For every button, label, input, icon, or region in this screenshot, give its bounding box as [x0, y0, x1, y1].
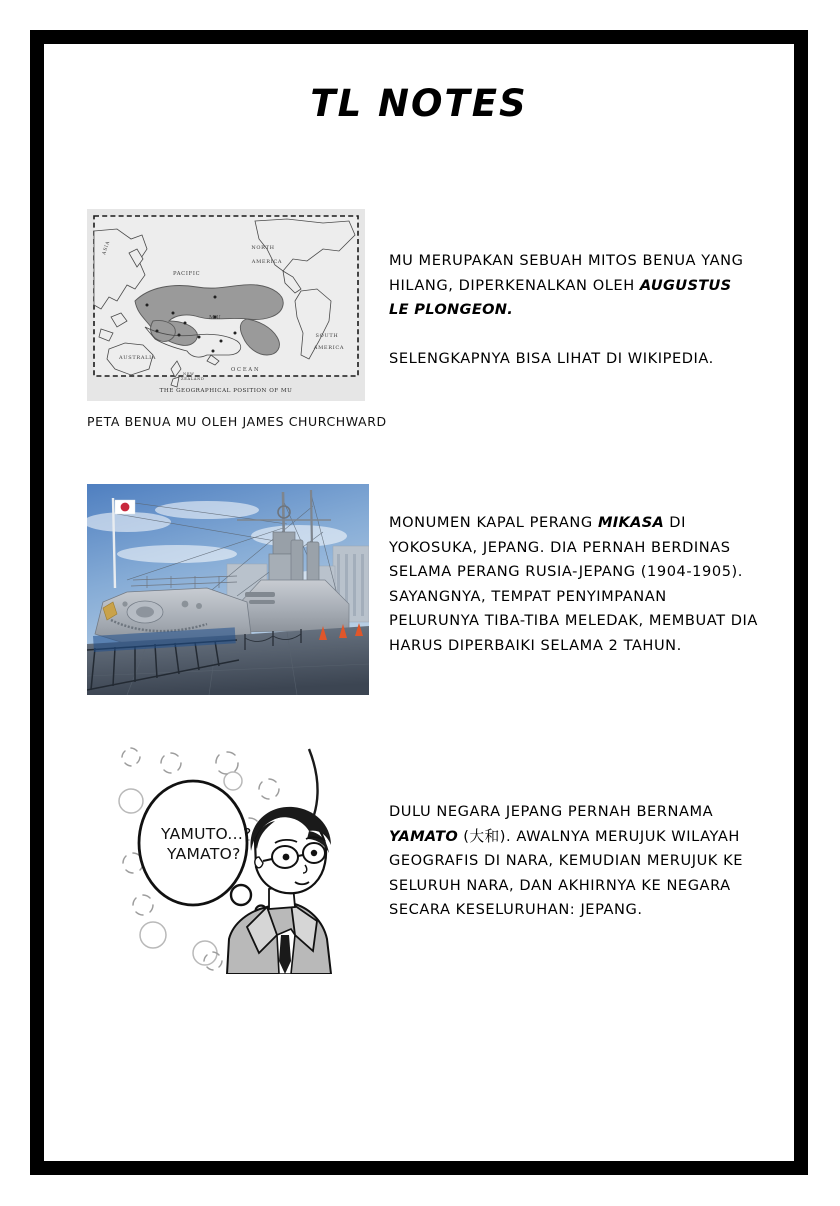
page-frame — [30, 30, 808, 1175]
manga-bubble-line-1: YAMUTO...? — [161, 825, 252, 843]
map-caption: THE GEOGRAPHICAL POSITION OF MU — [159, 388, 293, 394]
page-content — [44, 44, 794, 1161]
photo-figure-mikasa — [87, 484, 369, 695]
map-label-south-america-2: AMERICA — [313, 345, 345, 351]
caption-mu-map: PETA BENUA MU OLEH JAMES CHURCHWARD — [87, 414, 387, 429]
map-figure-mu — [87, 209, 365, 401]
paragraph-spacer — [389, 323, 751, 347]
page-title: TL NOTES — [310, 82, 528, 125]
map-label-new-zealand-2: ZEALAND — [181, 377, 205, 381]
map-label-ocean: OCEAN — [231, 367, 261, 373]
map-label-australia: AUSTRALIA — [119, 355, 157, 361]
note-text-mu-para-2: SELENGKAPNYA BISA LIHAT DI WIKIPEDIA. — [389, 349, 714, 367]
note-text-mu-para-1: MU MERUPAKAN SEBUAH MITOS BENUA YANG HILANG, DIPERKENALKAN OLEH AUGUSTUS LE PLONGEON. — [389, 252, 744, 318]
note-text-mu — [389, 249, 751, 371]
map-label-north-america-2: AMERICA — [251, 259, 283, 265]
map-label-asia: ASIA — [102, 240, 112, 256]
map-label-mu: MU — [209, 315, 223, 321]
note-text-yamato: DULU NEGARA JEPANG PERNAH BERNAMA YAMATO (大和). AWALNYA MERUJUK WILAYAH GEOGRAFIS DI NARA, KEMUDIAN MERUJUK KE SELURUH NARA, DAN AKHIRNYA KE NEGARA SECARA KESELURUHAN: JEPANG. — [389, 803, 744, 918]
map-label-north-america: NORTH — [251, 245, 275, 251]
manga-bubble-line-2: YAMATO? — [167, 845, 241, 863]
map-label-south-america: SOUTH — [315, 333, 339, 339]
map-label-pacific: PACIFIC — [173, 271, 201, 277]
manga-figure-yamato — [109, 739, 336, 974]
map-label-new-zealand: NEW — [183, 372, 195, 376]
note-text-mikasa: MONUMEN KAPAL PERANG MIKASA DI YOKOSUKA, JEPANG. DIA PERNAH BERDINAS SELAMA PERANG RUSIA-JEPANG (1904-1905). SAYANGNYA, TEMPAT PENYIMPANAN PELURUNYA TIBA-TIBA MELEDAK, MEMBUAT DIA HARUS DIPERBAIKI SELAMA 2 TAHUN. — [389, 514, 758, 654]
